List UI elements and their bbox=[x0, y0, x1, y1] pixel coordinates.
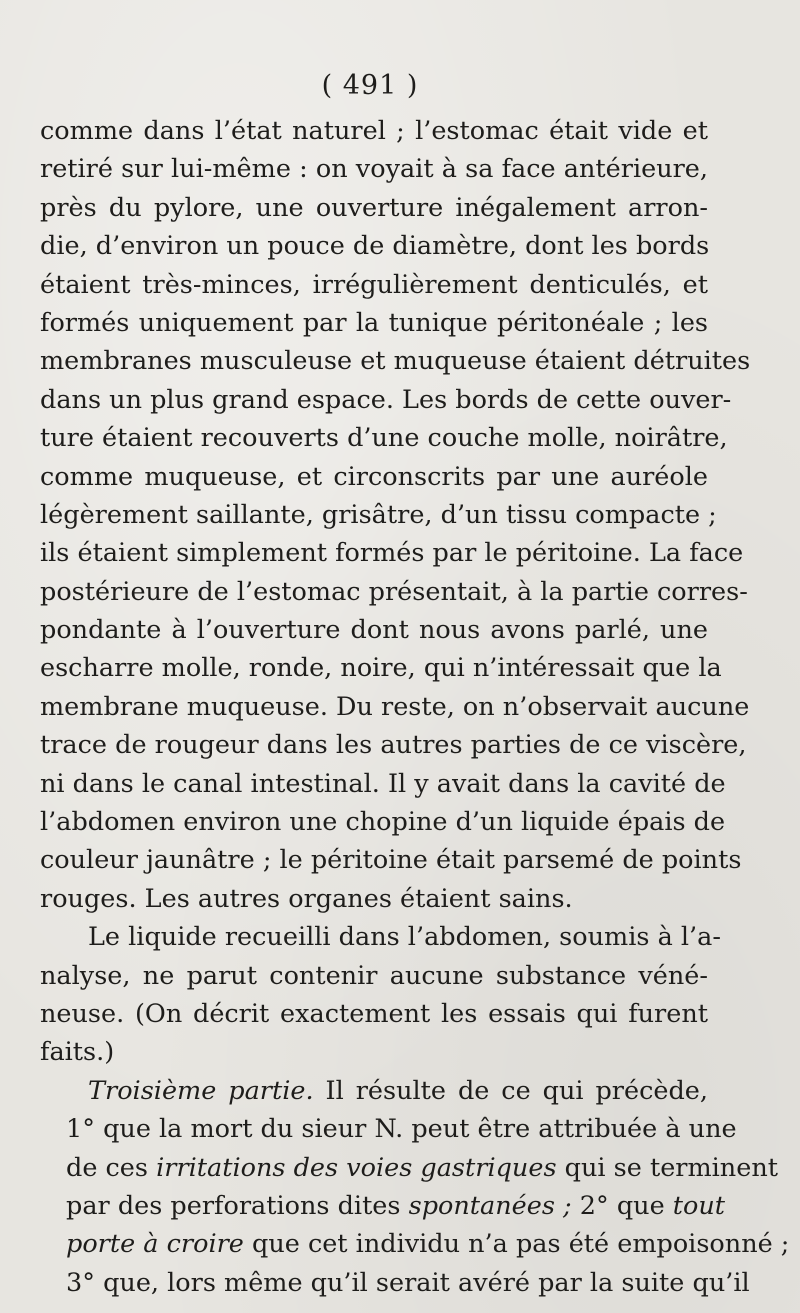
text-line bbox=[40, 381, 732, 419]
line-text: étaient très-minces, irrégulièrement denticulés, et bbox=[40, 269, 708, 300]
line-text: Il résulte de ce qui précède, bbox=[313, 1075, 708, 1106]
line-text: ni dans le canal intestinal. Il y avait dans la cavité de bbox=[40, 768, 726, 799]
line-text: membranes musculeuse et muqueuse étaient détruites bbox=[40, 346, 751, 377]
line-text: membrane muqueuse. Du reste, on n’observait aucune bbox=[40, 691, 750, 722]
text-line bbox=[40, 227, 708, 265]
line-text: ture étaient recouverts d’une couche molle, noirâtre, bbox=[40, 423, 728, 454]
text-line bbox=[40, 150, 708, 188]
text-line bbox=[40, 995, 708, 1033]
line-text: près du pylore, une ouverture inégalement arron- bbox=[40, 192, 708, 223]
page-number: ( 491 ) bbox=[321, 70, 419, 101]
text-line bbox=[40, 726, 747, 764]
italic-text: porte à croire bbox=[66, 1229, 244, 1260]
text-line bbox=[40, 342, 751, 380]
text-line bbox=[40, 880, 708, 918]
text-line bbox=[40, 304, 708, 342]
text-line bbox=[40, 1110, 737, 1148]
text-line bbox=[40, 1225, 790, 1263]
line-text: comme muqueuse, et circonscrits par une auréole bbox=[40, 461, 708, 492]
text-line bbox=[40, 458, 708, 496]
text-line bbox=[40, 189, 708, 227]
italic-text: spontanées ; bbox=[408, 1190, 572, 1221]
line-text: que cet individu n’a pas été empoisonné ; bbox=[243, 1229, 790, 1260]
line-text: pondante à l’ouverture dont nous avons parlé, une bbox=[40, 615, 708, 646]
line-text: l’abdomen environ une chopine d’un liquide épais de bbox=[40, 807, 726, 838]
text-line bbox=[40, 1072, 708, 1110]
text-line bbox=[40, 573, 748, 611]
line-text: rouges. Les autres organes étaient sains. bbox=[40, 883, 573, 914]
line-text: faits.) bbox=[40, 1037, 115, 1068]
text-line bbox=[40, 1149, 778, 1187]
line-text: trace de rougeur dans les autres parties de ce viscère, bbox=[40, 730, 747, 761]
line-text: comme dans l’état naturel ; l’estomac était vide et bbox=[40, 116, 708, 146]
italic-text: irritations des voies gastriques bbox=[156, 1152, 557, 1183]
line-text: postérieure de l’estomac présentait, à la partie corres- bbox=[40, 576, 748, 607]
text-line bbox=[40, 765, 726, 803]
line-text: de ces bbox=[66, 1152, 157, 1183]
text-line bbox=[40, 112, 708, 150]
line-text: die, d’environ un pouce de diamètre, dont les bords bbox=[40, 231, 710, 262]
line-text: par des perforations dites bbox=[66, 1190, 409, 1221]
line-text: nalyse, ne parut contenir aucune substance véné- bbox=[40, 960, 708, 991]
line-text: Le liquide recueilli dans l’abdomen, soumis à l’a- bbox=[88, 922, 721, 953]
body-text bbox=[40, 112, 790, 1302]
text-line bbox=[40, 1033, 708, 1071]
line-text: neuse. (On décrit exactement les essais qui furent bbox=[40, 998, 708, 1029]
text-line bbox=[40, 1264, 750, 1302]
line-text: formés uniquement par la tunique péritonéale ; les bbox=[40, 307, 708, 338]
text-line bbox=[40, 841, 742, 879]
text-line bbox=[40, 419, 728, 457]
text-line bbox=[40, 266, 708, 304]
text-line bbox=[40, 649, 722, 687]
line-text: retiré sur lui-même : on voyait à sa face antérieure, bbox=[40, 154, 708, 185]
line-text: dans un plus grand espace. Les bords de cette ouver- bbox=[40, 384, 732, 415]
text-line bbox=[40, 918, 721, 956]
text-line bbox=[40, 688, 750, 726]
italic-text: tout bbox=[672, 1190, 726, 1221]
line-text: escharre molle, ronde, noire, qui n’intéressait que la bbox=[40, 653, 722, 684]
line-text: 1° que la mort du sieur N. peut être attribuée à une bbox=[66, 1114, 737, 1145]
line-text: 2° que bbox=[571, 1190, 673, 1221]
line-text: légèrement saillante, grisâtre, d’un tissu compacte ; bbox=[40, 499, 717, 530]
line-text: 3° que, lors même qu’il serait avéré par la suite qu’il bbox=[66, 1267, 750, 1298]
text-line bbox=[40, 803, 726, 841]
text-line bbox=[40, 534, 744, 572]
line-text: ils étaient simplement formés par le péritoine. La face bbox=[40, 538, 744, 569]
line-text: qui se terminent bbox=[556, 1152, 778, 1183]
text-line bbox=[40, 611, 708, 649]
text-line bbox=[40, 957, 708, 995]
text-line bbox=[40, 1187, 726, 1225]
line-text: couleur jaunâtre ; le péritoine était parsemé de points bbox=[40, 845, 742, 876]
text-line bbox=[40, 496, 717, 534]
section-heading: Troisième partie. bbox=[88, 1075, 314, 1106]
